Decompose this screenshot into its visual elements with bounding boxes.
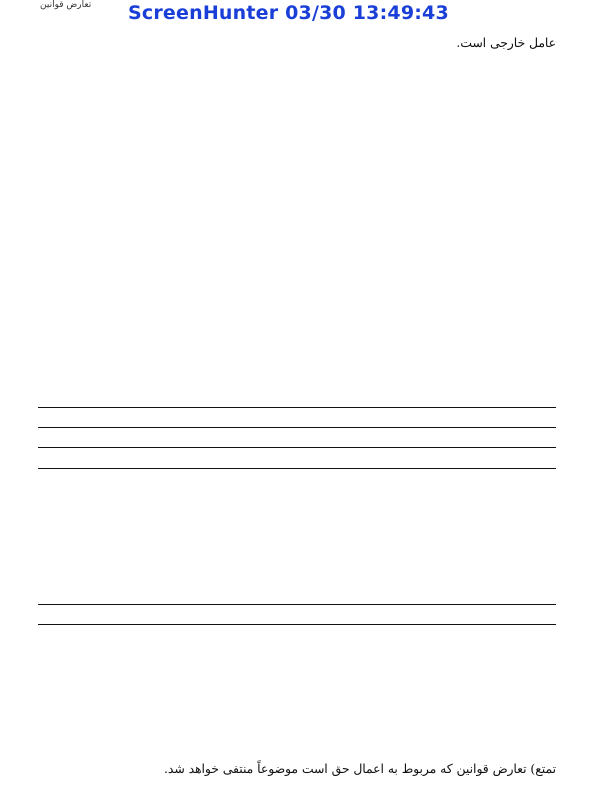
text-line: [38, 664, 556, 683]
text-line: [38, 565, 556, 584]
text-line: [38, 408, 556, 428]
text-line: [38, 507, 556, 526]
text-line: [38, 428, 556, 448]
text-line: [38, 188, 556, 207]
paragraph-1: [38, 34, 556, 381]
text-line: [38, 208, 556, 227]
text-line: [38, 469, 556, 488]
text-line: [38, 721, 556, 740]
text-line: [38, 323, 556, 342]
text-line: [38, 266, 556, 285]
text-line: [38, 111, 556, 130]
text-line: [38, 150, 556, 169]
text-line: [38, 169, 556, 188]
text-line: [38, 73, 556, 92]
text-line: تمتع) تعارض قوانین که مربوط به اعمال حق است موضوعاً منتفی خواهد شد.: [164, 761, 556, 776]
paragraph-2: [38, 387, 556, 779]
text-line: [38, 53, 556, 72]
text-line: [38, 546, 556, 565]
document-page: [38, 34, 556, 779]
running-header-title: تعارض قوانین: [40, 0, 92, 10]
text-line: [38, 741, 556, 760]
text-line: [38, 644, 556, 663]
text-line: [38, 304, 556, 323]
text-line: [38, 625, 556, 644]
text-line: عامل خارجی است.: [456, 36, 556, 50]
text-line: [38, 605, 556, 625]
text-line: [38, 488, 556, 507]
text-line: [38, 683, 556, 702]
text-line: [38, 285, 556, 304]
text-line: [38, 362, 556, 381]
text-line: [38, 702, 556, 721]
text-line: [38, 130, 556, 149]
screenhunter-watermark: ScreenHunter 03/30 13:49:43: [128, 2, 449, 24]
text-line: [38, 246, 556, 265]
text-line: [38, 584, 556, 604]
text-line: [38, 92, 556, 111]
text-line: [38, 526, 556, 545]
text-line: [38, 227, 556, 246]
text-line: [38, 343, 556, 362]
text-line: [38, 448, 556, 468]
text-line: [38, 387, 556, 407]
